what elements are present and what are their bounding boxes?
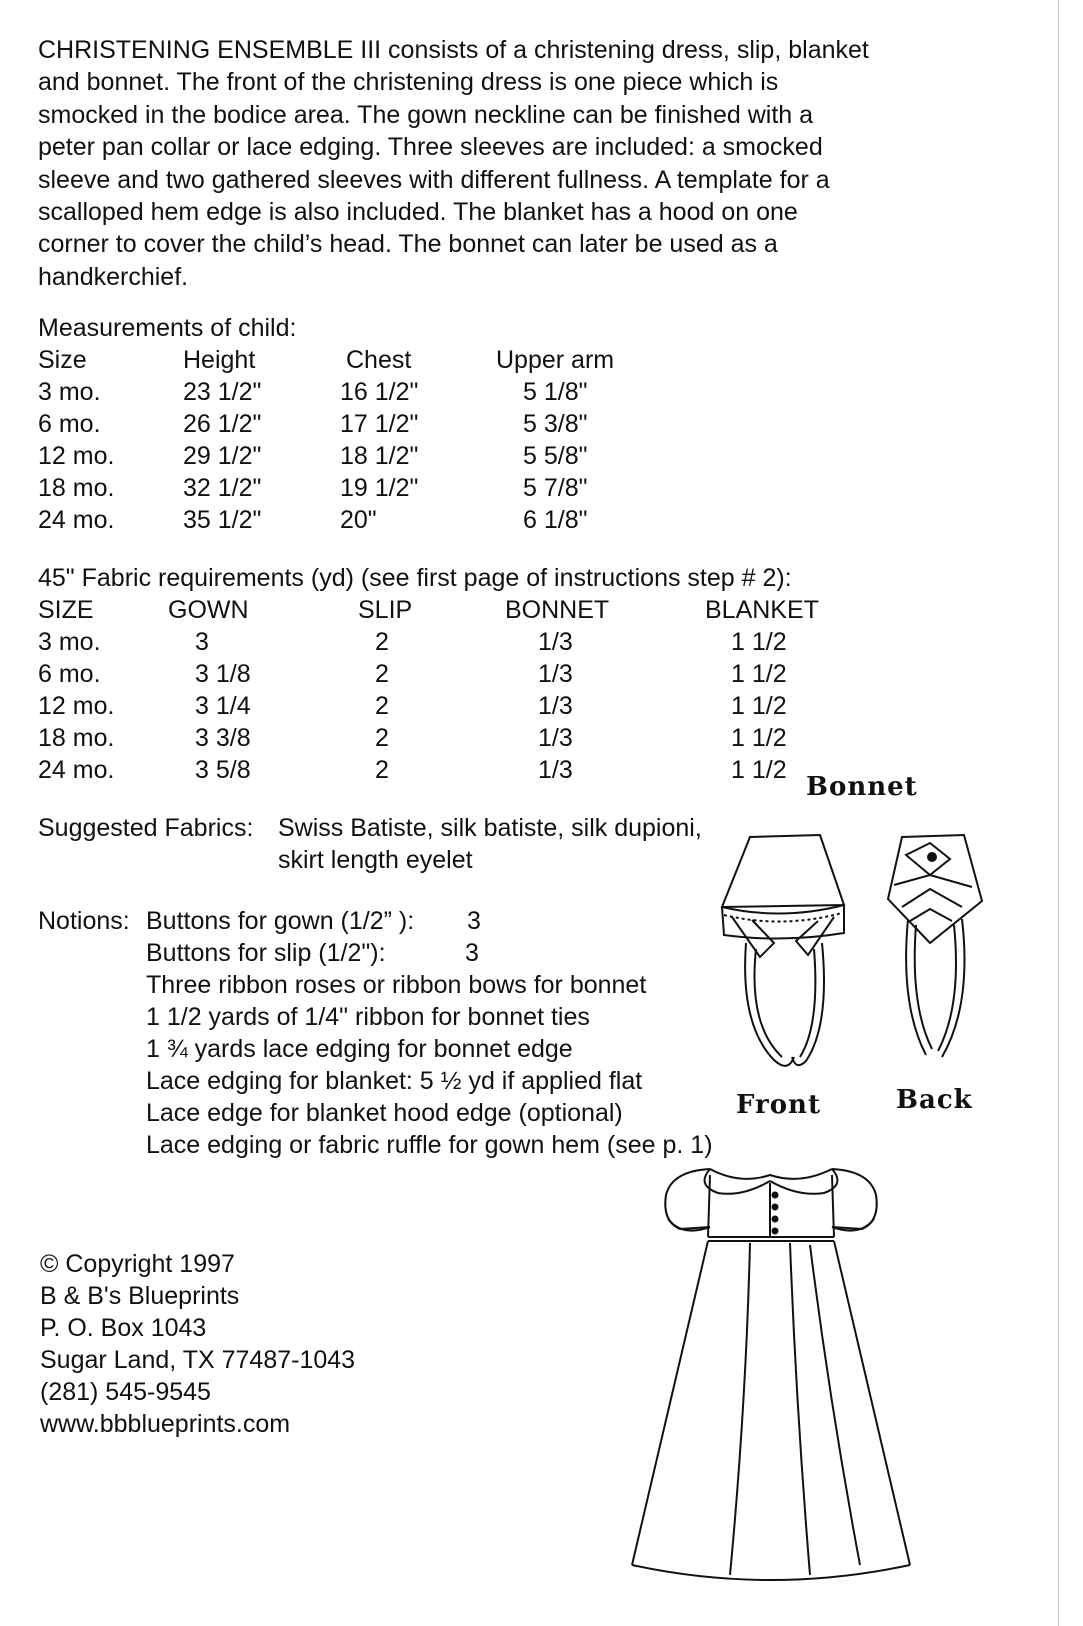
cell-slip: 2 — [375, 660, 389, 688]
cell-bonnet: 1/3 — [538, 660, 573, 688]
cell-gown: 3 1/8 — [195, 660, 251, 688]
notion-item: 1 ¾ yards lace edging for bonnet edge — [146, 1035, 573, 1063]
cell-height: 35 1/2" — [183, 506, 262, 534]
measurements-table — [38, 344, 678, 536]
notion-qty: 3 — [467, 907, 481, 935]
cell-upper-arm: 5 5/8" — [523, 442, 588, 470]
intro-line: peter pan collar or lace edging. Three sleeves are included: a smocked — [38, 133, 823, 162]
cell-blanket: 1 1/2 — [731, 724, 787, 752]
table-row — [38, 626, 858, 658]
cell-upper-arm: 5 3/8" — [523, 410, 588, 438]
cell-size: 12 mo. — [38, 442, 115, 470]
table-row — [38, 408, 678, 440]
cell-chest: 18 1/2" — [340, 442, 419, 470]
suggested-line-1: Swiss Batiste, silk batiste, silk dupioni, — [278, 814, 702, 842]
cell-height: 23 1/2" — [183, 378, 262, 406]
notion-item: Lace edging or fabric ruffle for gown hem (see p. 1) — [146, 1131, 713, 1159]
front-label: Front — [736, 1090, 821, 1120]
header-height: Height — [183, 346, 256, 374]
measurements-title: Measurements of child: — [38, 314, 297, 342]
cell-size: 24 mo. — [38, 756, 115, 784]
cell-upper-arm: 5 7/8" — [523, 474, 588, 502]
company-name: B & B's Blueprints — [40, 1282, 240, 1310]
bonnet-back-illustration — [880, 825, 990, 1075]
cell-size: 18 mo. — [38, 724, 115, 752]
cell-chest: 20" — [340, 506, 377, 534]
cell-size: 12 mo. — [38, 692, 115, 720]
cell-bonnet: 1/3 — [538, 724, 573, 752]
cell-gown: 3 3/8 — [195, 724, 251, 752]
measurements-header-row — [38, 344, 678, 376]
fabric-header-row — [38, 594, 858, 626]
suggested-label: Suggested Fabrics: — [38, 814, 254, 842]
suggested-line-2: skirt length eyelet — [278, 846, 473, 874]
notion-item: Buttons for gown (1/2” ): — [146, 907, 415, 935]
cell-gown: 3 — [195, 628, 209, 656]
table-row — [38, 504, 678, 536]
cell-upper-arm: 6 1/8" — [523, 506, 588, 534]
notion-item: Buttons for slip (1/2"): — [146, 939, 386, 967]
cell-slip: 2 — [375, 628, 389, 656]
cell-slip: 2 — [375, 756, 389, 784]
table-row — [38, 376, 678, 408]
cell-height: 29 1/2" — [183, 442, 262, 470]
cell-slip: 2 — [375, 692, 389, 720]
table-row — [38, 472, 678, 504]
back-label: Back — [896, 1085, 973, 1115]
intro-paragraph — [38, 34, 869, 293]
city-line: Sugar Land, TX 77487-1043 — [40, 1346, 356, 1374]
intro-line: handkerchief. — [38, 262, 189, 291]
cell-gown: 3 1/4 — [195, 692, 251, 720]
notion-item: 1 1/2 yards of 1/4" ribbon for bonnet ties — [146, 1003, 590, 1031]
intro-line: scalloped hem edge is also included. The blanket has a hood on one — [38, 198, 798, 227]
table-row — [38, 440, 678, 472]
cell-size: 3 mo. — [38, 378, 101, 406]
header-size: SIZE — [38, 596, 94, 624]
cell-blanket: 1 1/2 — [731, 692, 787, 720]
bonnet-label: Bonnet — [806, 772, 918, 802]
page-edge-line — [1058, 0, 1059, 1626]
intro-line: sleeve and two gathered sleeves with different fullness. A template for a — [38, 165, 830, 194]
cell-upper-arm: 5 1/8" — [523, 378, 588, 406]
cell-size: 6 mo. — [38, 410, 101, 438]
cell-chest: 17 1/2" — [340, 410, 419, 438]
notions-label: Notions: — [38, 907, 130, 935]
cell-blanket: 1 1/2 — [731, 756, 787, 784]
christening-gown-illustration — [610, 1155, 950, 1615]
cell-height: 32 1/2" — [183, 474, 262, 502]
phone-number: (281) 545-9545 — [40, 1378, 211, 1406]
cell-chest: 16 1/2" — [340, 378, 419, 406]
cell-blanket: 1 1/2 — [731, 628, 787, 656]
cell-height: 26 1/2" — [183, 410, 262, 438]
notion-item: Three ribbon roses or ribbon bows for bonnet — [146, 971, 647, 999]
website-link: www.bbblueprints.com — [40, 1410, 291, 1438]
notion-qty: 3 — [465, 939, 479, 967]
cell-blanket: 1 1/2 — [731, 660, 787, 688]
header-blanket: BLANKET — [705, 596, 819, 624]
cell-chest: 19 1/2" — [340, 474, 419, 502]
intro-line: corner to cover the child’s head. The bonnet can later be used as a — [38, 230, 778, 259]
cell-bonnet: 1/3 — [538, 692, 573, 720]
table-row — [38, 658, 858, 690]
cell-gown: 3 5/8 — [195, 756, 251, 784]
header-size: Size — [38, 346, 87, 374]
fabric-title: 45" Fabric requirements (yd) (see first page of instructions step # 2): — [38, 564, 792, 592]
header-slip: SLIP — [358, 596, 413, 624]
header-gown: GOWN — [168, 596, 249, 624]
table-row — [38, 754, 858, 786]
cell-size: 18 mo. — [38, 474, 115, 502]
table-row — [38, 722, 858, 754]
cell-bonnet: 1/3 — [538, 756, 573, 784]
table-row — [38, 690, 858, 722]
intro-line: and bonnet. The front of the christening dress is one piece which is — [38, 68, 779, 97]
po-box: P. O. Box 1043 — [40, 1314, 207, 1342]
bonnet-front-illustration — [712, 825, 862, 1085]
cell-bonnet: 1/3 — [538, 628, 573, 656]
cell-slip: 2 — [375, 724, 389, 752]
header-bonnet: BONNET — [505, 596, 610, 624]
cell-size: 6 mo. — [38, 660, 101, 688]
header-upper-arm: Upper arm — [496, 346, 615, 374]
notion-item: Lace edging for blanket: 5 ½ yd if applied flat — [146, 1067, 643, 1095]
intro-line: smocked in the bodice area. The gown neckline can be finished with a — [38, 100, 814, 129]
notion-item: Lace edge for blanket hood edge (optional) — [146, 1099, 623, 1127]
intro-line: CHRISTENING ENSEMBLE III consists of a christening dress, slip, blanket — [38, 36, 869, 64]
copyright-line: © Copyright 1997 — [40, 1250, 235, 1278]
cell-size: 3 mo. — [38, 628, 101, 656]
cell-size: 24 mo. — [38, 506, 115, 534]
header-chest: Chest — [346, 346, 412, 374]
fabric-table — [38, 594, 858, 786]
